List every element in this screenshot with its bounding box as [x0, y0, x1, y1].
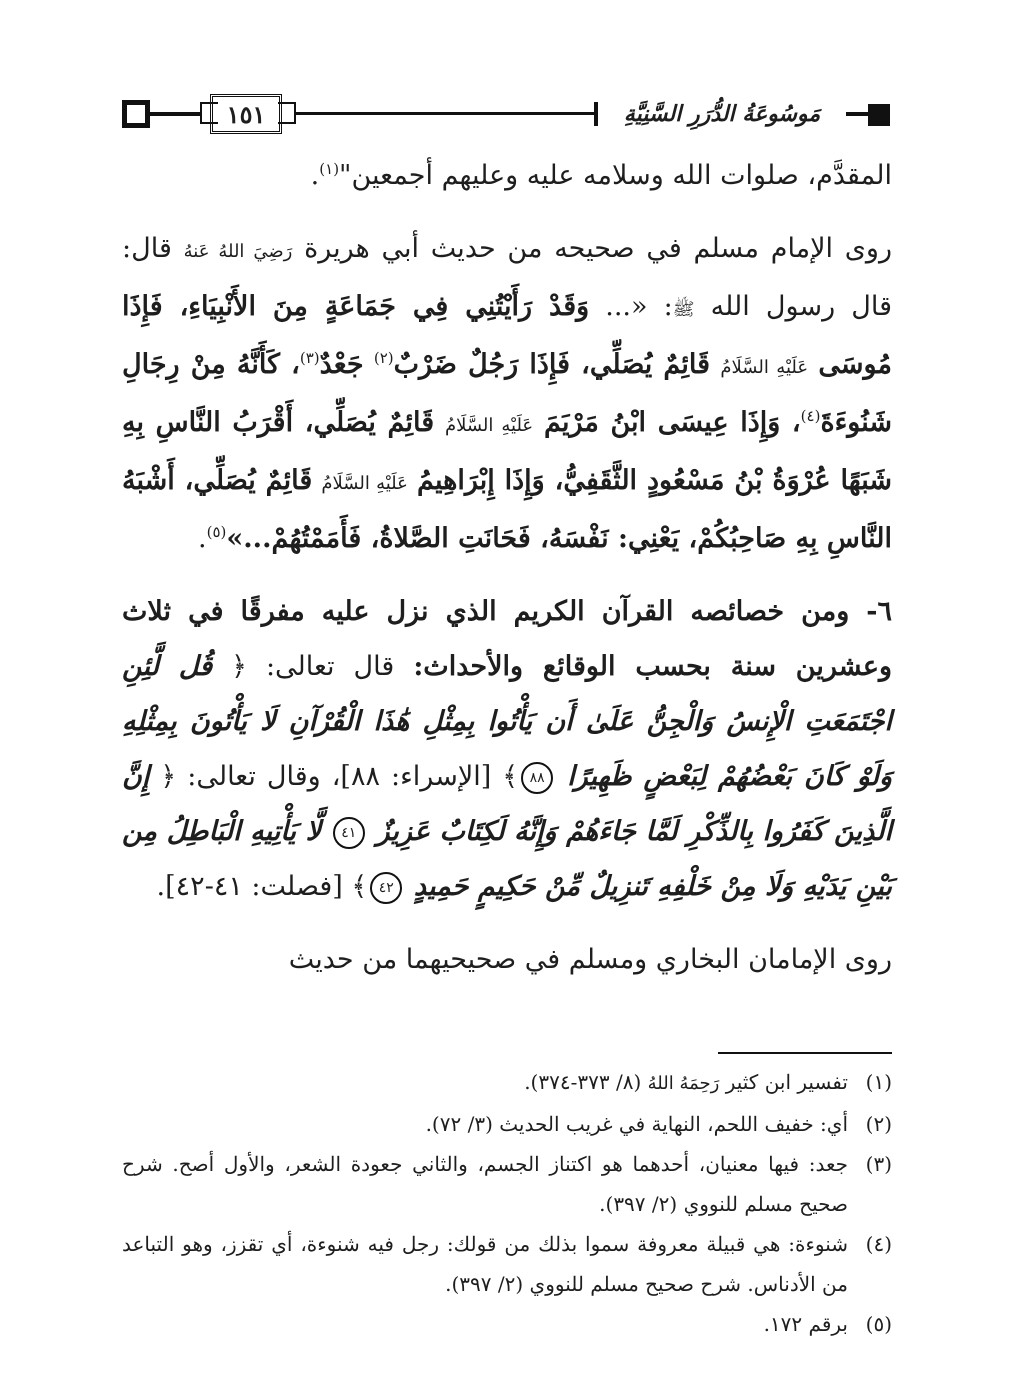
hadith-text: قَائِمٌ يُصَلِّي، أَقْرَبُ النَّاسِ بِهِ شَبَهًا عُرْوَةُ بْنُ مَسْعُودٍ الثَّقَفِيُّ، وَإِذَا إِبْرَاهِيمُ	[122, 407, 892, 496]
footnote-text: تفسير ابن كثير	[725, 1070, 848, 1094]
text-run: : «...	[589, 291, 673, 322]
footnote-ref-5: (٥)	[206, 523, 227, 541]
footnote-number: (٤)	[865, 1232, 892, 1256]
hadith-text: ، وَإِذَا عِيسَى ابْنُ مَرْيَمَ	[543, 407, 801, 438]
honorific-symbol: عَلَيْهِ السَّلَامُ	[321, 473, 408, 494]
text-run: روى الإمام مسلم في صحيحه من حديث أبي هريرة	[304, 233, 893, 264]
header-filled-square-ornament	[868, 104, 890, 126]
paragraph-quran-feature	[122, 584, 892, 914]
footnote-text: برقم ١٧٢.	[763, 1312, 848, 1336]
header-outline-square-ornament	[122, 100, 150, 128]
section-heading: ٦- ومن خصائصه القرآن الكريم الذي نزل عليه مفرقًا في ثلاث وعشرين سنة بحسب الوقائع والأحداث:	[122, 596, 892, 682]
main-text	[122, 148, 892, 987]
footnote-number: (١)	[865, 1070, 892, 1094]
honorific-symbol: رَحِمَهُ اللهُ	[647, 1073, 720, 1094]
ayah-number-marker: ٨٨	[521, 762, 553, 794]
footnote-ref-3: (٣)	[299, 349, 320, 367]
text-run: ﴾ [الإسراء: ٨٨]، وقال تعالى: ﴿	[160, 761, 519, 792]
series-title-logo: مَوسُوعَةُ الدُّرَرِ السَّنِيَّةِ	[623, 101, 821, 127]
paragraph-hadith-abu-hurayra	[122, 221, 892, 566]
text-run: ﴾ [فصلت: ٤١-٤٢].	[156, 871, 368, 902]
hadith-text: جَعْدٌ	[319, 349, 364, 380]
header-rule-tick	[594, 102, 598, 126]
footnote-ref-4: (٤)	[800, 407, 821, 425]
ayah-number-marker: ٤٢	[370, 872, 402, 904]
footnote-item	[122, 1224, 892, 1304]
footnote-number: (٣)	[865, 1152, 892, 1176]
honorific-symbol: عَلَيْهِ السَّلَامُ	[720, 357, 809, 378]
page-number: ١٥١	[210, 94, 282, 134]
text-run: .	[310, 160, 320, 191]
footnote-text: (٨/ ٣٧٣-٣٧٤).	[524, 1070, 642, 1094]
page-number-frame-right-ornament	[278, 102, 296, 124]
header-rule-middle	[296, 112, 594, 115]
hadith-text: قَائِمٌ يُصَلِّي، أَشْبَهُ النَّاسِ بِهِ صَاحِبُكُمْ، يَعْنِي: نَفْسَهُ، فَحَانَتِ الصَّلاةُ، فَأَمَمْتُهُمْ...»	[122, 465, 892, 554]
honorific-symbol: ﷺ	[672, 299, 695, 320]
quran-verse: لَّا يَأْتِيهِ الْبَاطِلُ مِن بَيْنِ يَدَيْهِ وَلَا مِنْ خَلْفِهِ تَنزِيلٌ مِّنْ حَكِيمٍ حَمِيدٍ	[122, 816, 892, 902]
quran-verse: إِنَّ الَّذِينَ كَفَرُوا بِالذِّكْرِ لَمَّا جَاءَهُمْ وَإِنَّهُ لَكِتَابٌ عَزِيزٌ	[122, 761, 892, 847]
footnote-text: جعد: فيها معنيان، أحدهما هو اكتناز الجسم، والثاني جعودة الشعر، والأول أصح. شرح صحيح مسلم للنووي (٢/ ٣٩٧).	[122, 1152, 848, 1216]
honorific-symbol: رَضِيَ اللهُ عَنهُ	[183, 241, 293, 262]
footnote-item	[122, 1144, 892, 1224]
page-header	[122, 94, 892, 140]
text-run: قال تعالى: ﴿	[231, 651, 395, 682]
footnote-number: (٢)	[865, 1112, 892, 1136]
footnote-item	[122, 1304, 892, 1344]
footnotes	[122, 1062, 892, 1344]
ayah-number-marker: ٤١	[333, 817, 365, 849]
footnote-text: أي: خفيف اللحم، النهاية في غريب الحديث (٣/ ٧٢).	[425, 1112, 848, 1136]
footnote-item	[122, 1062, 892, 1104]
text-run: قال: قال رسول الله	[122, 233, 892, 322]
footnote-text: شنوءة: هي قبيلة معروفة سموا بذلك من قولك: رجل فيه شنوءة، أي تقزز، وهو التباعد من الأدناس. شرح صحيح مسلم للنووي (٢/ ٣٩٧).	[122, 1232, 848, 1296]
text-run: المقدَّم، صلوات الله وسلامه عليه وعليهم أجمعين"	[339, 160, 892, 191]
paragraph-bukhari-muslim: روى الإمامان البخاري ومسلم في صحيحيهما من حديث	[288, 944, 892, 975]
honorific-symbol: عَلَيْهِ السَّلَامُ	[444, 415, 534, 436]
footnote-item	[122, 1104, 892, 1144]
hadith-text: قَائِمٌ يُصَلِّي، فَإِذَا رَجُلٌ ضَرْبٌ	[393, 349, 711, 380]
hadith-text: وَقَدْ رَأَيْتُنِي فِي جَمَاعَةٍ مِنَ الأَنْبِيَاءِ، فَإِذَا مُوسَى	[122, 291, 892, 380]
paragraph-continuation	[122, 148, 892, 203]
header-rule-left	[150, 112, 202, 116]
footnote-separator	[718, 1052, 892, 1054]
quran-verse: قُل لَّئِنِ اجْتَمَعَتِ الْإِنسُ وَالْجِنُّ عَلَىٰ أَن يَأْتُوا بِمِثْلِ هَٰذَا الْقُرْآنِ لَا يَأْتُونَ بِمِثْلِهِ وَلَوْ كَانَ بَعْضُهُمْ لِبَعْضٍ ظَهِيرًا	[122, 651, 893, 792]
footnote-number: (٥)	[865, 1312, 892, 1336]
footnote-ref-1: (١)	[319, 160, 340, 178]
hadith-text: ، كَأَنَّهُ مِنْ رِجَالِ شَنُوءَةَ	[122, 349, 892, 438]
text-run: .	[198, 523, 207, 554]
footnote-ref-2: (٢)	[373, 349, 394, 367]
